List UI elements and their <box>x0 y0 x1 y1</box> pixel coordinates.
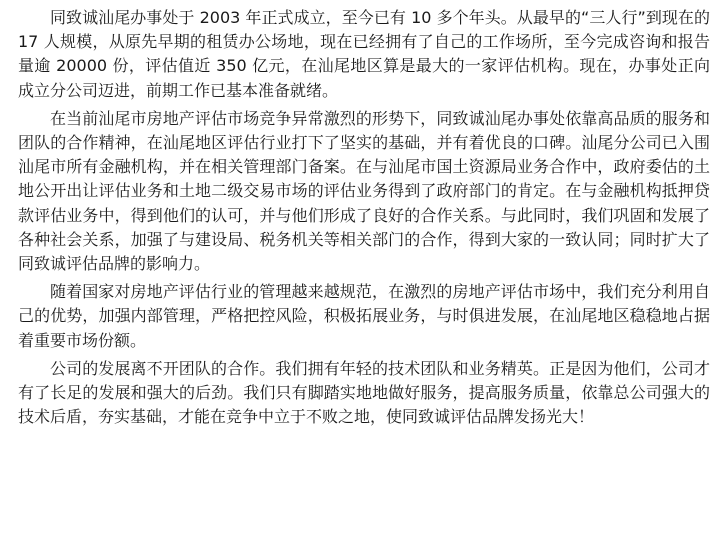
paragraph-founding: 同致诚汕尾办事处于 2003 年正式成立，至今已有 10 多个年头。从最早的“三人行”到现在的 17 人规模，从原先早期的租赁办公场地，现在已经拥有了自己的工作场所，至今完成咨询和报告量逾 20000 份，评估值近 350 亿元，在汕尾地区算是最大的一家评估机构。现在，办事处正向成立分公司迈进，前期工作已基本准备就绪。 <box>18 8 710 100</box>
paragraph-team: 公司的发展离不开团队的合作。我们拥有年轻的技术团队和业务精英。正是因为他们，公司才有了长足的发展和强大的后劲。我们只有脚踏实地地做好服务，提高服务质量，依靠总公司强大的技术后盾，夯实基础，才能在竞争中立于不败之地，使同致诚评估品牌发扬光大！ <box>18 358 710 427</box>
paragraph-market-position: 在当前汕尾市房地产评估市场竞争异常激烈的形势下，同致诚汕尾办事处依靠高品质的服务和团队的合作精神，在汕尾地区评估行业打下了坚实的基础，并有着优良的口碑。汕尾分公司已入围汕尾市所有金融机构，并在相关管理部门备案。在与汕尾市国土资源局业务合作中，政府委估的土地公开出让评估业务和土地二级交易市场的评估业务得到了政府部门的肯定。在与金融机构抵押贷款评估业务中，得到他们的认可，并与他们形成了良好的合作关系。与此同时，我们巩固和发展了各种社会关系，加强了与建设局、税务机关等相关部门的合作，得到大家的一致认同；同时扩大了同致诚评估品牌的影响力。 <box>18 108 710 274</box>
paragraph-advantages: 随着国家对房地产评估行业的管理越来越规范，在激烈的房地产评估市场中，我们充分利用自己的优势，加强内部管理，严格把控风险，积极拓展业务，与时俱进发展，在汕尾地区稳稳地占据着重要市场份额。 <box>18 282 710 350</box>
